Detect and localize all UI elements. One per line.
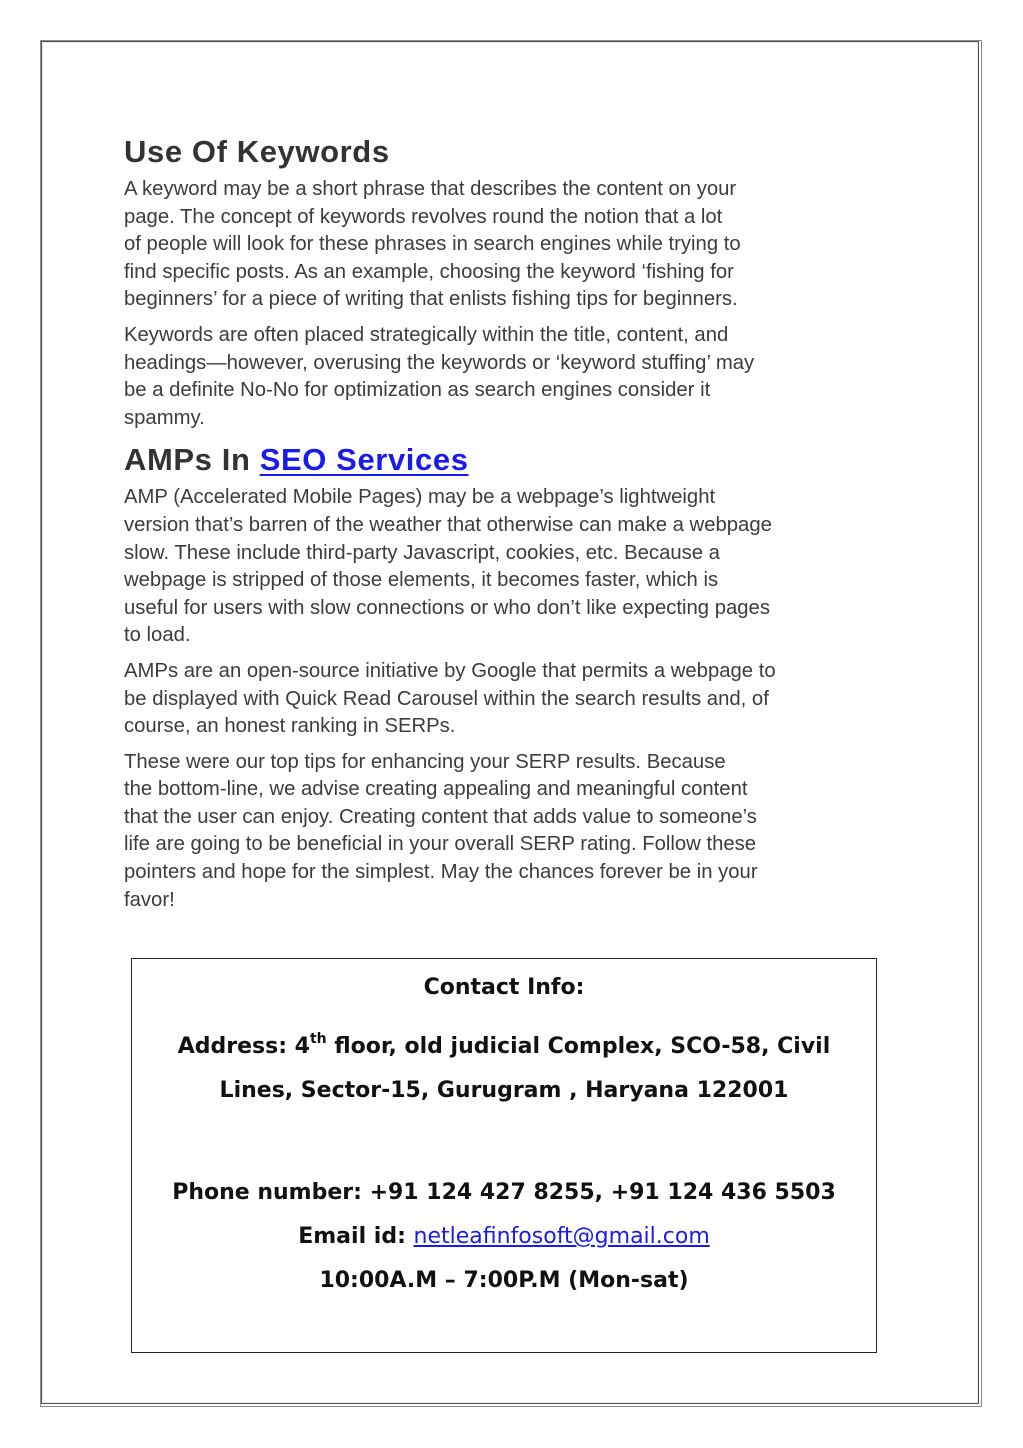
phone-number: Phone number: +91 124 427 8255, +91 124 436 5503 bbox=[172, 1180, 836, 1205]
address-block bbox=[132, 1025, 876, 1113]
contact-info-box bbox=[131, 958, 877, 1353]
email-link[interactable]: netleafinfosoft@gmail.com bbox=[413, 1224, 710, 1249]
paragraph-conclusion: These were our top tips for enhancing your SERP results. Because the bottom-line, we advise creating appealing and meaningful content that the user can enjoy. Creating content that adds value to someone’s life are going to be beneficial in your overall SERP rating. Follow these pointers and hope for the simplest. May the chances forever be in your favor! bbox=[124, 750, 758, 911]
paragraph-amp-definition: AMP (Accelerated Mobile Pages) may be a webpage’s lightweight version that’s barren of the weather that otherwise can make a webpage slow. These include third-party Javascript, cookies, etc. Because a webpage is stripped of those elements, it becomes faster, which is useful for users with slow connections or who don’t like expecting pages to load. bbox=[124, 486, 772, 647]
address-line-2: Lines, Sector-15, Gurugram , Haryana 122001 bbox=[219, 1078, 789, 1103]
email-line bbox=[132, 1215, 876, 1259]
business-hours: 10:00A.M – 7:00P.M (Mon-sat) bbox=[319, 1268, 689, 1293]
heading-use-of-keywords: Use Of Keywords bbox=[124, 134, 390, 169]
paragraph-amp-initiative: AMPs are an open-source initiative by Google that permits a webpage to be displayed with Quick Read Carousel within the search results and, of course, an honest ranking in SERPs. bbox=[124, 659, 776, 738]
address-rest: floor, old judicial Complex, SCO-58, Civil bbox=[326, 1034, 831, 1059]
heading-amps-prefix: AMPs In bbox=[124, 442, 260, 478]
paragraph-keywords-placement: Keywords are often placed strategically within the title, content, and headings—however, overusing the keywords or ‘keyword stuffing’ may be a definite No-No for optimization as search engines consider it spammy. bbox=[124, 323, 755, 429]
paragraph-keywords-definition: A keyword may be a short phrase that describes the content on your page. The concept of keywords revolves round the notion that a lot of people will look for these phrases in search engines while trying to find specific posts. As an example, choosing the keyword ‘fishing for beginners’ for a piece of writing that enlists fishing tips for beginners. bbox=[124, 178, 741, 311]
email-label: Email id: bbox=[298, 1224, 414, 1249]
address-line-1 bbox=[132, 1025, 876, 1069]
contact-title: Contact Info: bbox=[423, 975, 585, 1000]
heading-amps-in-seo bbox=[124, 440, 904, 480]
article-content bbox=[124, 126, 904, 922]
address-superscript: th bbox=[309, 1031, 327, 1047]
seo-services-link[interactable]: SEO Services bbox=[259, 442, 469, 478]
address-prefix: Address: 4 bbox=[177, 1034, 310, 1059]
